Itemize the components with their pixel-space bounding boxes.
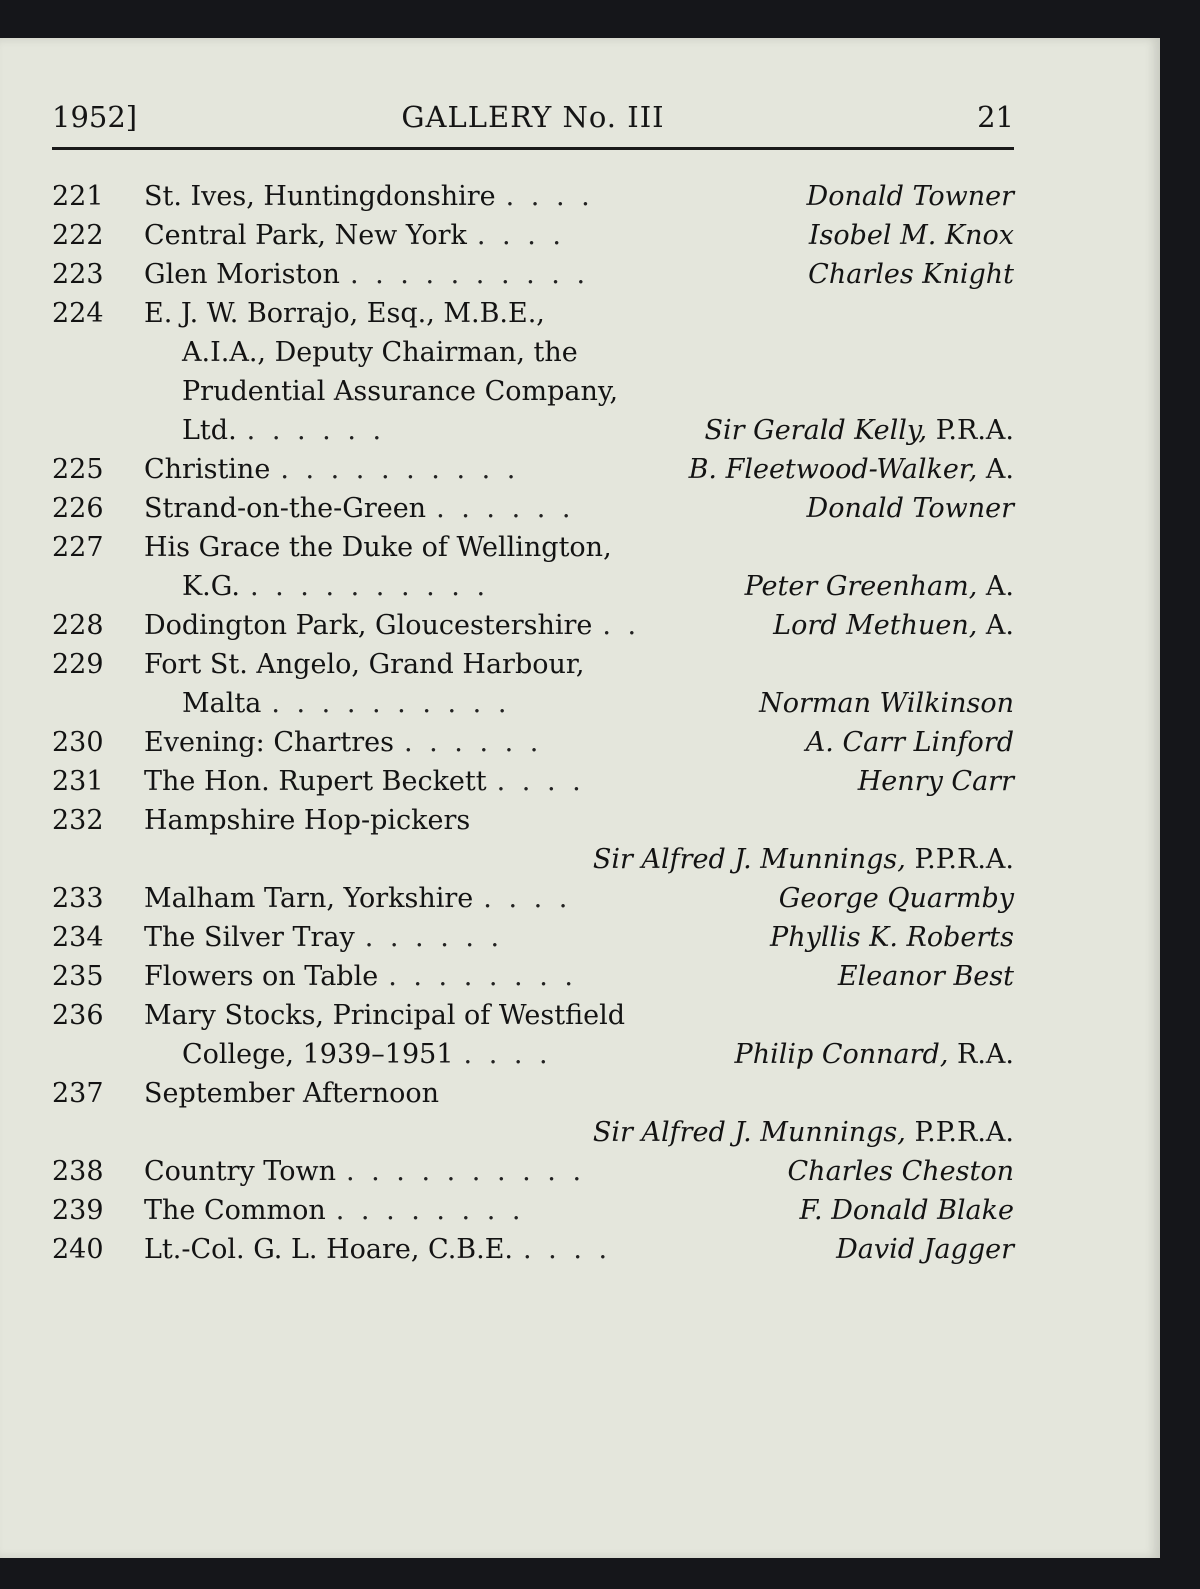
artist-name: Sir Gerald Kelly, bbox=[704, 415, 928, 446]
artist-name: David Jagger bbox=[836, 1234, 1014, 1265]
artist-suffix: A. bbox=[977, 610, 1014, 641]
leader-dots: . . . . bbox=[476, 220, 565, 251]
leader-dots: . . bbox=[602, 610, 641, 641]
entry-number: 225 bbox=[52, 454, 104, 485]
page-header bbox=[52, 100, 1014, 140]
leader-dots: . . . . bbox=[496, 766, 585, 797]
gallery-title: GALLERY No. III bbox=[401, 100, 665, 134]
artist-name: Eleanor Best bbox=[837, 961, 1014, 992]
leader-dots: . . . . bbox=[483, 883, 572, 914]
entry-number: 229 bbox=[52, 649, 104, 680]
entry-title-line: September Afternoon bbox=[144, 1078, 439, 1109]
artist-suffix: P.P.R.A. bbox=[905, 844, 1014, 875]
leader-dots: . . . . . . bbox=[246, 415, 386, 446]
entry-title-line: Strand-on-the-Green bbox=[144, 493, 427, 524]
entry-title-line: K.G. bbox=[182, 571, 240, 602]
artist-credit bbox=[779, 879, 1014, 918]
artist-credit bbox=[689, 450, 1014, 489]
entry-title-line: E. J. W. Borrajo, Esq., M.B.E., bbox=[144, 298, 545, 329]
header-rule bbox=[52, 147, 1014, 150]
entry-number: 224 bbox=[52, 298, 104, 329]
leader-dots: . . . . . . . . . . bbox=[280, 454, 520, 485]
entry-number: 222 bbox=[52, 220, 104, 251]
leader-dots: . . . . . . . . . . bbox=[349, 259, 590, 290]
entry-number: 236 bbox=[52, 1000, 104, 1031]
entry-title-line: Malham Tarn, Yorkshire bbox=[144, 883, 474, 914]
entry-title-line: Lt.-Col. G. L. Hoare, C.B.E. bbox=[144, 1234, 514, 1265]
catalogue-entry bbox=[52, 996, 1014, 1074]
entry-title-line: The Hon. Rupert Beckett bbox=[144, 766, 487, 797]
artist-name: Henry Carr bbox=[857, 766, 1014, 797]
catalogue-entry bbox=[52, 450, 1014, 489]
leader-dots: . . . . bbox=[523, 1234, 612, 1265]
catalogue-entry bbox=[52, 255, 1014, 294]
artist-credit bbox=[838, 957, 1014, 996]
catalogue-entry bbox=[52, 489, 1014, 528]
entry-number: 228 bbox=[52, 610, 104, 641]
leader-dots: . . . . bbox=[463, 1039, 552, 1070]
artist-credit bbox=[593, 1113, 1014, 1152]
catalogue-entry bbox=[52, 606, 1014, 645]
entry-number: 221 bbox=[52, 181, 104, 212]
entry-title-line: St. Ives, Huntingdonshire bbox=[144, 181, 496, 212]
artist-suffix: A. bbox=[977, 571, 1014, 602]
catalogue-entry bbox=[52, 645, 1014, 723]
artist-credit bbox=[858, 762, 1014, 801]
entry-title-line: Glen Moriston bbox=[144, 259, 340, 290]
catalogue-entry bbox=[52, 762, 1014, 801]
entry-title-line: Fort St. Angelo, Grand Harbour, bbox=[144, 649, 585, 680]
entry-title-line: Ltd. bbox=[182, 415, 237, 446]
leader-dots: . . . . . . bbox=[403, 727, 543, 758]
catalogue-entry bbox=[52, 1191, 1014, 1230]
artist-name: George Quarmby bbox=[778, 883, 1014, 914]
page-number: 21 bbox=[977, 100, 1014, 134]
entry-number: 223 bbox=[52, 259, 104, 290]
entry-title-line: Dodington Park, Gloucestershire bbox=[144, 610, 593, 641]
entry-title-line: Central Park, New York bbox=[144, 220, 467, 251]
artist-credit bbox=[808, 255, 1014, 294]
artist-credit bbox=[593, 840, 1014, 879]
entry-number: 234 bbox=[52, 922, 104, 953]
entry-number: 230 bbox=[52, 727, 104, 758]
artist-name: Isobel M. Knox bbox=[808, 220, 1014, 251]
catalogue-entry bbox=[52, 918, 1014, 957]
entry-number: 240 bbox=[52, 1234, 104, 1265]
entry-number: 227 bbox=[52, 532, 104, 563]
catalogue-entry bbox=[52, 801, 1014, 879]
artist-credit bbox=[705, 411, 1014, 450]
catalogue-entry bbox=[52, 294, 1014, 450]
artist-credit bbox=[807, 177, 1014, 216]
artist-credit bbox=[807, 489, 1014, 528]
catalogue-entry bbox=[52, 1152, 1014, 1191]
leader-dots: . . . . . . . . . . bbox=[249, 571, 490, 602]
entry-title-line: The Common bbox=[144, 1195, 326, 1226]
entry-number: 232 bbox=[52, 805, 104, 836]
catalogue-entry bbox=[52, 216, 1014, 255]
artist-name: B. Fleetwood-Walker, bbox=[688, 454, 978, 485]
artist-suffix: R.A. bbox=[948, 1039, 1014, 1070]
catalogue-entry bbox=[52, 1230, 1014, 1269]
artist-credit bbox=[809, 216, 1014, 255]
entry-title-line: His Grace the Duke of Wellington, bbox=[144, 532, 612, 563]
artist-credit bbox=[745, 567, 1014, 606]
leader-dots: . . . . bbox=[505, 181, 594, 212]
leader-dots: . . . . . . . . . . bbox=[271, 688, 511, 719]
entry-number: 238 bbox=[52, 1156, 104, 1187]
artist-name: Philip Connard, bbox=[734, 1039, 949, 1070]
artist-credit bbox=[836, 1230, 1014, 1269]
artist-name: Phyllis K. Roberts bbox=[770, 922, 1014, 953]
artist-name: Donald Towner bbox=[806, 493, 1014, 524]
artist-name: Norman Wilkinson bbox=[759, 688, 1014, 719]
leader-dots: . . . . . . bbox=[364, 922, 504, 953]
artist-credit bbox=[735, 1035, 1014, 1074]
artist-suffix: P.P.R.A. bbox=[905, 1117, 1014, 1148]
artist-name: A. Carr Linford bbox=[805, 727, 1014, 758]
entry-number: 233 bbox=[52, 883, 104, 914]
catalogue-entry bbox=[52, 528, 1014, 606]
artist-name: Charles Knight bbox=[808, 259, 1014, 290]
entry-title-line: A.I.A., Deputy Chairman, the bbox=[182, 337, 578, 368]
entry-title-line: Mary Stocks, Principal of Westfield bbox=[144, 1000, 626, 1031]
entry-number: 235 bbox=[52, 961, 104, 992]
artist-suffix: A. bbox=[977, 454, 1014, 485]
leader-dots: . . . . . . . . . . bbox=[345, 1156, 586, 1187]
artist-credit bbox=[773, 606, 1014, 645]
entry-title-line: Evening: Chartres bbox=[144, 727, 394, 758]
artist-name: Lord Methuen, bbox=[773, 610, 978, 641]
artist-name: Peter Greenham, bbox=[744, 571, 978, 602]
leader-dots: . . . . . . . . bbox=[388, 961, 577, 992]
entry-title-line: Flowers on Table bbox=[144, 961, 379, 992]
entry-title-line: The Silver Tray bbox=[144, 922, 355, 953]
entry-title-line: College, 1939–1951 bbox=[182, 1039, 454, 1070]
header-year: 1952] bbox=[52, 100, 138, 134]
artist-credit bbox=[788, 1152, 1014, 1191]
artist-credit bbox=[770, 918, 1014, 957]
leader-dots: . . . . . . . . bbox=[335, 1195, 525, 1226]
artist-name: Sir Alfred J. Munnings, bbox=[592, 844, 906, 875]
entry-title-line: Hampshire Hop-pickers bbox=[144, 805, 471, 836]
artist-name: Donald Towner bbox=[806, 181, 1014, 212]
entry-number: 237 bbox=[52, 1078, 104, 1109]
catalogue-entry bbox=[52, 879, 1014, 918]
entry-title-line: Christine bbox=[144, 454, 271, 485]
artist-credit bbox=[806, 723, 1014, 762]
catalogue-entry bbox=[52, 177, 1014, 216]
entry-title-line: Malta bbox=[182, 688, 262, 719]
artist-name: Charles Cheston bbox=[787, 1156, 1014, 1187]
catalogue-entry bbox=[52, 723, 1014, 762]
artist-credit bbox=[800, 1191, 1015, 1230]
leader-dots: . . . . . . bbox=[436, 493, 575, 524]
artist-credit bbox=[759, 684, 1014, 723]
catalogue-entries bbox=[52, 177, 1014, 1269]
entry-title-line: Prudential Assurance Company, bbox=[182, 376, 619, 407]
catalogue-entry bbox=[52, 957, 1014, 996]
artist-name: F. Donald Blake bbox=[799, 1195, 1014, 1226]
entry-number: 231 bbox=[52, 766, 104, 797]
entry-number: 239 bbox=[52, 1195, 104, 1226]
artist-name: Sir Alfred J. Munnings, bbox=[592, 1117, 906, 1148]
entry-title-line: Country Town bbox=[144, 1156, 336, 1187]
artist-suffix: P.R.A. bbox=[927, 415, 1014, 446]
catalogue-entry bbox=[52, 1074, 1014, 1152]
entry-number: 226 bbox=[52, 493, 104, 524]
